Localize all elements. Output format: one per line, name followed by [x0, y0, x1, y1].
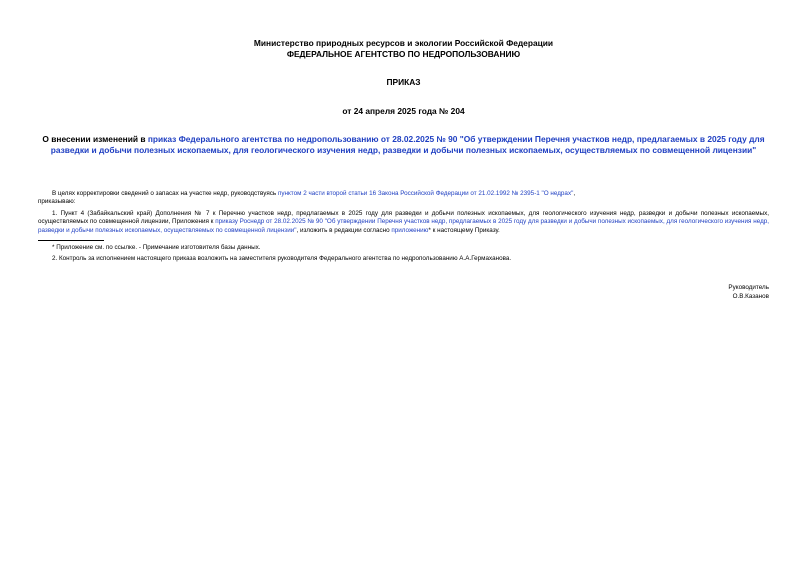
paragraph-preamble: [38, 190, 769, 198]
footnote-text: * Приложение см. по ссылке. - Примечание изготовителя базы данных.: [52, 244, 261, 252]
signer-position: Руководитель: [728, 283, 769, 291]
paragraph-item-1: [38, 210, 769, 235]
item-1-middle: , изложить в редакции согласно: [296, 226, 392, 234]
title-order-link[interactable]: приказ Федерального агентства по недропользованию от 28.02.2025 № 90 "Об утверждении Перечня участков недр, предлагаемых в 2025 году для разведки и добычи полезных ископаемых, для геологического изучения недр, разведки и добычи полезных ископаемых, осуществляемых по совмещенной лицензии": [50, 134, 765, 155]
signature-block: [38, 283, 769, 302]
preamble-suffix: ,: [573, 190, 576, 197]
title-prefix: О внесении изменений в: [42, 134, 148, 144]
document-title: [38, 134, 769, 156]
item-1-text: 1. Пункт 4 (Забайкальский край) Дополнения № 7 к Перечню участков недр, предлагаемых в 2025 году для разведки и добычи полезных ископаемых, для геологического изучения недр, разведки и добычи полезных ископаемых, осуществляемых по совмещенной лицензии, Приложения к: [38, 209, 769, 226]
signer-name: О.В.Казанов: [732, 293, 769, 301]
preamble-text: В целях корректировки сведений о запасах на участке недр, руководствуясь: [52, 190, 278, 197]
paragraph-order-word: приказываю:: [38, 198, 76, 206]
ministry-name: Министерство природных ресурсов и экологии Российской Федерации: [253, 38, 554, 48]
appendix-link[interactable]: приложению: [391, 226, 429, 234]
document-type: ПРИКАЗ: [386, 77, 421, 87]
agency-name: ФЕДЕРАЛЬНОЕ АГЕНТСТВО ПО НЕДРОПОЛЬЗОВАНИЮ: [286, 48, 521, 59]
rosnedr-order-link[interactable]: приказу Роснедр от 28.02.2025 № 90 "Об утверждении Перечня участков недр, предлагаемых в 2025 году для разведки и добычи полезных ископаемых, для геологического изучения недр, разведки и добычи полезных ископаемых, осуществляемых по совмещенной лицензии": [38, 218, 769, 234]
paragraph-item-2: 2. Контроль за исполнением настоящего приказа возложить на заместителя руководителя Федерального агентства по недропользованию А.А.Гермаханова.: [52, 255, 512, 263]
item-1-suffix: * к настоящему Приказу.: [428, 226, 500, 234]
footnote-divider: [38, 240, 104, 241]
document-body: [38, 190, 769, 264]
law-article-link[interactable]: пунктом 2 части второй статьи 16 Закона Российской Федерации от 21.02.1992 № 2395-1 "О недрах": [277, 190, 574, 197]
document-date-number: от 24 апреля 2025 года № 204: [342, 105, 465, 116]
